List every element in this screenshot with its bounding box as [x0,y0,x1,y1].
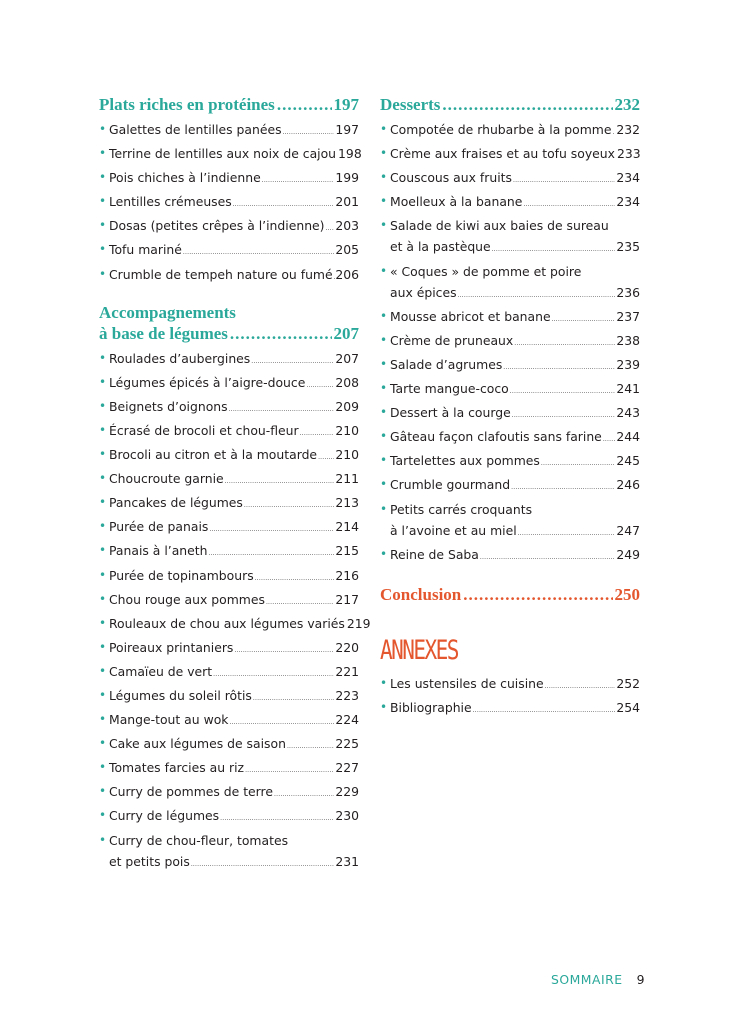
bullet-icon: • [99,687,107,702]
entry-label: Couscous aux fruits [390,170,512,186]
dot-leader [318,447,334,468]
bullet-icon: • [380,146,388,161]
toc-entry[interactable] [380,544,640,568]
toc-entry[interactable] [99,830,359,875]
left-column [99,94,371,875]
bullet-icon: • [380,429,388,444]
entry-page-number: 246 [616,477,640,493]
section-title-text: Conclusion [380,584,462,604]
dot-leader [283,122,335,143]
bullet-icon: • [99,398,107,413]
bullet-icon: • [380,170,388,185]
entry-page-number: 214 [335,519,359,535]
entry-page-number: 238 [616,332,640,348]
entry-page-number: 210 [335,422,359,438]
entry-page-number: 252 [616,675,640,691]
entry-label: Crumble gourmand [390,477,511,493]
title-leader [277,94,332,115]
dot-leader [266,592,334,613]
entry-page-number: 224 [335,712,359,728]
dot-leader [510,381,616,402]
right-column [380,94,640,721]
toc-entry[interactable] [380,426,640,450]
section-page: 207 [333,323,359,343]
entry-page-number: 254 [616,699,640,715]
section-title-line2: à base de légumes [99,323,228,343]
dot-leader [511,477,615,498]
entry-label: Tarte mangue-coco [390,381,509,397]
entry-label: Écrasé de brocoli et chou-fleur [109,422,299,438]
dot-leader [244,495,334,516]
toc-entry[interactable] [380,450,640,474]
bullet-icon: • [99,495,107,510]
entry-page-number: 244 [616,429,640,445]
bullet-icon: • [380,699,388,714]
toc-entry[interactable] [99,516,359,540]
dot-leader [512,405,616,426]
title-leader [442,94,612,115]
dot-leader [262,170,335,191]
entry-page-number: 225 [335,736,359,752]
toc-entry[interactable] [99,264,359,288]
dot-leader [220,808,334,829]
dot-leader [513,170,615,191]
entry-label: à l’avoine et au miel [390,522,517,538]
entry-page-number: 239 [616,356,640,372]
entry-label: Purée de panais [109,519,209,535]
dot-leader [541,453,615,474]
dot-leader [233,194,335,215]
dot-leader [183,242,334,263]
entry-page-number: 221 [335,663,359,679]
toc-entry[interactable] [99,757,359,781]
toc-entry[interactable] [380,673,640,697]
bullet-icon: • [380,356,388,371]
entry-label: Choucroute garnie [109,471,224,487]
bullet-icon: • [380,501,388,516]
dot-leader [300,423,335,444]
entry-label: Salade d’agrumes [390,356,503,372]
toc-entry[interactable] [99,637,359,661]
bullet-icon: • [380,194,388,209]
dot-leader [514,333,615,354]
entry-label: Bibliographie [390,699,472,715]
entry-page-number: 237 [616,308,640,324]
entry-page-number: 209 [335,398,359,414]
section-title-plats[interactable] [99,94,359,115]
toc-entry[interactable] [380,330,640,354]
bullet-icon: • [99,146,107,161]
dot-leader [234,640,334,661]
toc-entry[interactable] [99,167,359,191]
dot-leader [480,547,615,568]
entry-page-number: 220 [335,639,359,655]
entry-page-number: 211 [335,471,359,487]
toc-entry[interactable] [380,474,640,498]
entry-page-number: 210 [335,447,359,463]
dot-leader [503,357,615,378]
entry-page-number: 234 [616,194,640,210]
toc-entry[interactable] [380,191,640,215]
entry-page-number: 245 [616,453,640,469]
bullet-icon: • [99,471,107,486]
section-title-conclusion[interactable] [380,584,640,605]
entry-label: Dessert à la courge [390,405,511,421]
section-page: 250 [614,584,640,604]
entry-label: Légumes épicés à l’aigre-douce [109,374,306,390]
toc-entry[interactable] [99,372,359,396]
entry-page-number: 234 [616,170,640,186]
toc-entry[interactable] [99,239,359,263]
toc-entry[interactable] [99,215,359,239]
dot-leader [518,523,616,544]
toc-entry[interactable] [99,661,359,685]
bullet-icon: • [99,266,107,281]
dot-leader [208,543,334,564]
entry-page-number: 243 [616,405,640,421]
entry-page-number: 249 [616,546,640,562]
annexes-list [380,673,640,721]
dot-leader [603,429,616,450]
bullet-icon: • [99,194,107,209]
entry-label: Curry de pommes de terre [109,784,274,800]
bullet-icon: • [99,615,107,630]
toc-entry[interactable] [380,378,640,402]
bullet-icon: • [99,447,107,462]
bullet-icon: • [99,736,107,751]
dot-leader [492,239,616,260]
bullet-icon: • [99,808,107,823]
dot-leader [287,736,334,757]
bullet-icon: • [380,453,388,468]
toc-entry[interactable] [99,468,359,492]
dot-leader [213,664,334,685]
bullet-icon: • [380,308,388,323]
entry-page-number: 205 [335,242,359,258]
bullet-icon: • [99,170,107,185]
entry-label: Gâteau façon clafoutis sans farine [390,429,602,445]
dot-leader [209,519,334,540]
entry-page-number: 203 [335,218,359,234]
entry-page-number: 208 [335,374,359,390]
entry-label: Crème de pruneaux [390,332,514,348]
entry-label-line1: Petits carrés croquants [390,501,533,517]
toc-entry[interactable] [380,306,640,330]
toc-entry[interactable] [380,261,640,306]
dot-leader [306,375,334,396]
bullet-icon: • [99,760,107,775]
entry-label: Curry de légumes [109,808,220,824]
toc-entry[interactable] [99,420,359,444]
toc-entry[interactable] [99,119,359,143]
entry-label: et à la pastèque [390,239,491,255]
entry-page-number: 233 [617,146,641,162]
toc-entry[interactable] [380,167,640,191]
entry-page-number: 215 [335,543,359,559]
section-title-line1: Accompagnements [99,302,236,322]
toc-entry[interactable] [99,492,359,516]
bullet-icon: • [99,218,107,233]
entry-label: Les ustensiles de cuisine [390,675,544,691]
entry-page-number: 241 [616,381,640,397]
section-title-text: Desserts [380,95,441,114]
toc-entry[interactable] [99,589,359,613]
entry-page-number: 199 [335,170,359,186]
entry-page-number: 223 [335,687,359,703]
section-title-accompagnements[interactable] [99,302,359,344]
bullet-icon: • [99,784,107,799]
entry-page-number: 198 [338,146,362,162]
entry-page-number: 229 [335,784,359,800]
footer-label: SOMMAIRE [551,972,623,987]
bullet-icon: • [99,374,107,389]
entry-page-number: 230 [335,808,359,824]
entry-page-number: 232 [616,122,640,137]
dot-leader [274,784,334,805]
entry-label: Chou rouge aux pommes [109,591,265,607]
toc-entry[interactable] [380,402,640,426]
entry-label: Purée de topinambours [109,567,254,583]
toc-entry[interactable] [99,781,359,805]
bullet-icon: • [99,122,107,136]
bullet-icon: • [380,405,388,420]
bullet-icon: • [380,675,388,690]
toc-entry[interactable] [99,348,359,372]
accompagnements-list [99,348,371,875]
toc-entry[interactable] [99,685,359,709]
entry-label: Tartelettes aux pommes [390,453,540,469]
entry-label: Légumes du soleil rôtis [109,687,252,703]
entry-label: Moelleux à la banane [390,194,523,210]
entry-page-number: 213 [335,495,359,511]
bullet-icon: • [99,639,107,654]
dot-leader [523,194,615,215]
toc-entry[interactable] [99,709,359,733]
plats-list [99,119,362,288]
entry-label: Galettes de lentilles panées [109,122,282,137]
dot-leader [552,309,616,330]
toc-entry[interactable] [380,697,640,721]
dot-leader [473,700,616,721]
entry-label: Terrine de lentilles aux noix de cajou [109,146,337,162]
page-number: 9 [636,972,645,987]
dot-leader [458,285,616,306]
toc-entry[interactable] [99,565,359,589]
entry-label: Camaïeu de vert [109,663,213,679]
toc-entry[interactable] [99,805,359,829]
toc-entry[interactable] [99,191,359,215]
dot-leader [253,688,334,709]
entry-page-number: 227 [335,760,359,776]
bullet-icon: • [380,546,388,561]
toc-entry[interactable] [99,143,362,167]
entry-label: Tofu mariné [109,242,182,258]
entry-page-number: 216 [335,567,359,583]
dot-leader [245,760,334,781]
entry-label: Mange-tout au wok [109,712,229,728]
toc-entry[interactable] [380,499,640,544]
entry-label: Crumble de tempeh nature ou fumé [109,266,333,282]
toc-entry[interactable] [380,143,640,167]
entry-page-number: 217 [335,591,359,607]
dot-leader [191,854,335,875]
entry-label: Beignets d’oignons [109,398,228,414]
bullet-icon: • [380,381,388,396]
bullet-icon: • [99,350,107,365]
entry-page-number: 197 [335,122,359,137]
page-footer [551,972,645,987]
entry-label: Pois chiches à l’indienne [109,170,261,186]
bullet-icon: • [99,591,107,606]
section-title-desserts[interactable] [380,94,640,115]
entry-label: Poireaux printaniers [109,639,234,655]
toc-entry[interactable] [99,613,371,637]
entry-label: Dosas (petites crêpes à l’indienne) [109,218,325,234]
entry-label: et petits pois [109,853,190,869]
bullet-icon: • [380,218,388,233]
toc-entry[interactable] [380,354,640,378]
bullet-icon: • [99,663,107,678]
dot-leader [255,568,335,589]
dot-leader [229,712,334,733]
entry-page-number: 236 [616,284,640,300]
entry-label-line1: Salade de kiwi aux baies de sureau [390,218,609,234]
toc-entry[interactable] [380,119,640,143]
toc-entry[interactable] [99,444,359,468]
bullet-icon: • [380,332,388,347]
section-title-text: Plats riches en protéines [99,95,275,114]
entry-label: Pancakes de légumes [109,495,243,511]
toc-entry[interactable] [99,540,359,564]
section-page: 232 [614,95,640,114]
title-leader [230,323,332,344]
entry-label: Tomates farcies au riz [109,760,245,776]
bullet-icon: • [99,712,107,727]
desserts-list [380,119,640,568]
entry-label: Brocoli au citron et à la moutarde [109,447,318,463]
entry-label: Crème aux fraises et au tofu soyeux [390,146,615,162]
bullet-icon: • [99,543,107,558]
title-leader [463,584,612,605]
entry-page-number: 231 [335,853,359,869]
dot-leader [225,471,335,492]
entry-page-number: 247 [616,522,640,538]
bullet-icon: • [380,477,388,492]
toc-entry[interactable] [99,733,359,757]
bullet-icon: • [380,122,388,136]
annexes-heading: ANNEXES [380,634,458,666]
bullet-icon: • [99,567,107,582]
entry-label-line1: Curry de chou-fleur, tomates [109,832,289,848]
entry-label: Cake aux légumes de saison [109,736,286,752]
dot-leader [326,218,335,239]
dot-leader [229,399,335,420]
toc-entry[interactable] [380,215,640,260]
entry-label: Mousse abricot et banane [390,308,551,324]
entry-page-number: 219 [346,615,371,631]
dot-leader [613,122,616,143]
entry-page-number: 235 [616,239,640,255]
toc-entry[interactable] [99,396,359,420]
dot-leader [545,676,616,697]
entry-label: aux épices [390,284,457,300]
bullet-icon: • [380,263,388,278]
entry-label: Rouleaux de chou aux légumes variés [109,615,345,631]
entry-label-line1: « Coques » de pomme et poire [390,263,582,279]
bullet-icon: • [99,832,107,847]
bullet-icon: • [99,422,107,437]
entry-label: Compotée de rhubarbe à la pomme [390,122,612,137]
entry-label: Roulades d’aubergines [109,350,251,366]
entry-page-number: 207 [335,350,359,366]
entry-page-number: 201 [335,194,359,210]
dot-leader [251,351,334,372]
entry-label: Reine de Saba [390,546,479,562]
bullet-icon: • [99,242,107,257]
dot-leader [334,267,335,288]
entry-label: Lentilles crémeuses [109,194,232,210]
section-page: 197 [333,95,359,114]
bullet-icon: • [99,519,107,534]
entry-page-number: 206 [335,266,359,282]
entry-label: Panais à l’aneth [109,543,208,559]
